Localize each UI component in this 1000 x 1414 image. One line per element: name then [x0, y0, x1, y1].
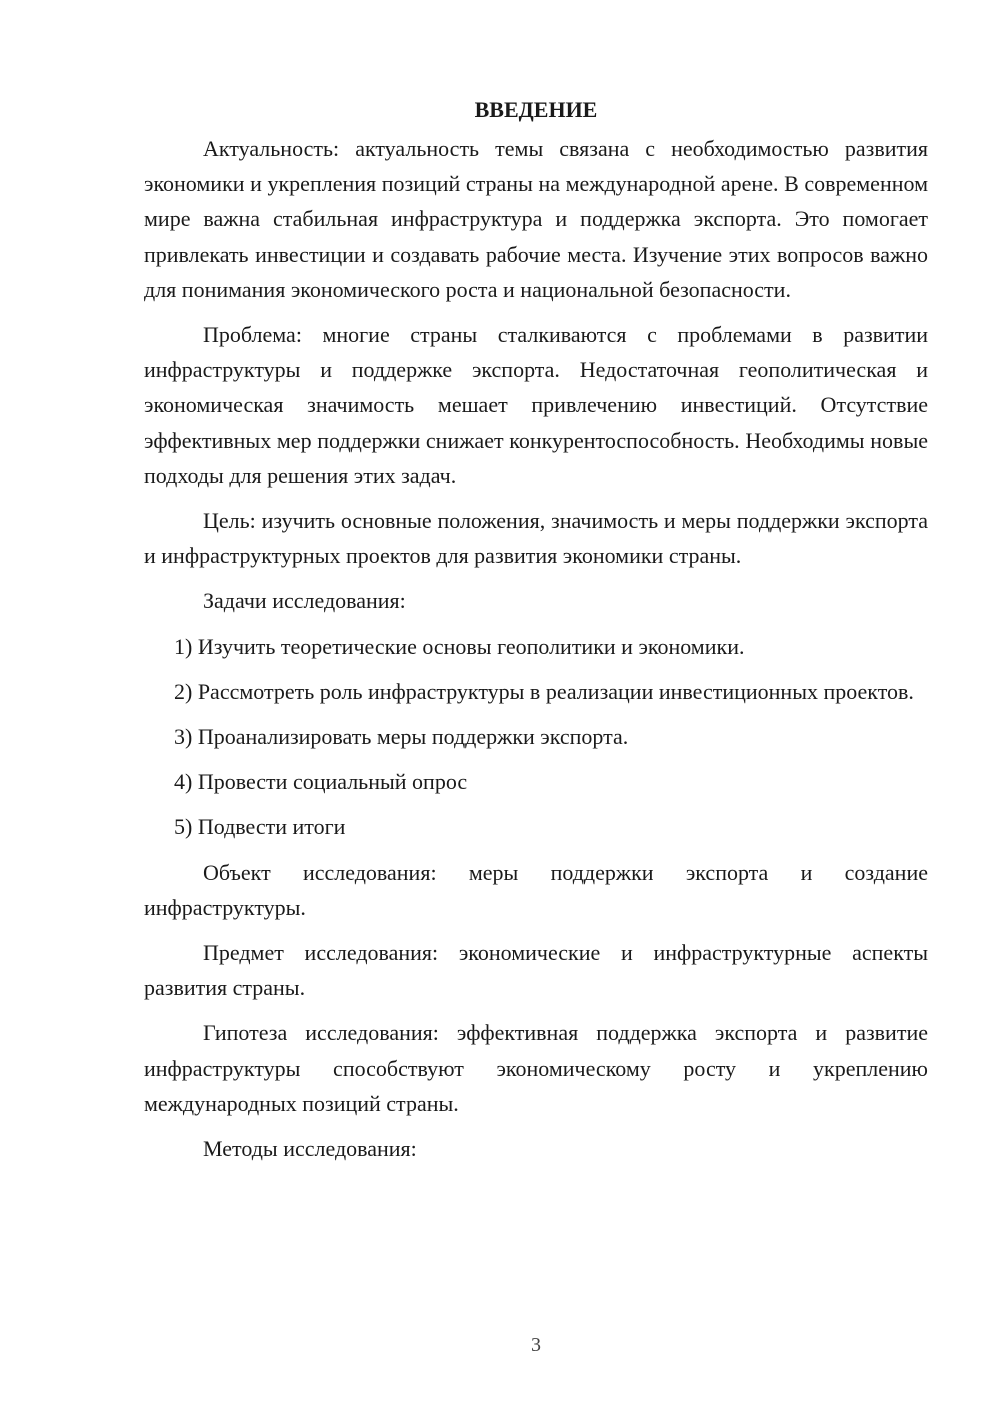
task-item: 3) Проанализировать меры поддержки экспорта.: [174, 724, 629, 750]
document-page: [144, 92, 928, 1176]
task-item: 5) Подвести итоги: [174, 814, 346, 840]
methods-heading: Методы исследования:: [203, 1136, 417, 1162]
problem-paragraph: Проблема: многие страны сталкиваются с проблемами в развитии инфраструктуры и поддержке экспорта. Недостаточная геополитическая и экономическая значимость мешает привлечению инвестиций. Отсутствие эффективных мер поддержки снижает конкурентоспособность. Необходимы новые подходы для решения этих задач.: [144, 322, 928, 488]
page-title: ВВЕДЕНИЕ: [474, 97, 598, 122]
object-paragraph: Объект исследования: меры поддержки экспорта и создание инфраструктуры.: [144, 859, 928, 920]
subject-paragraph: Предмет исследования: экономические и инфраструктурные аспекты развития страны.: [144, 940, 928, 1001]
task-item: 4) Провести социальный опрос: [174, 769, 468, 795]
tasks-heading: Задачи исследования:: [203, 588, 406, 614]
goal-paragraph: Цель: изучить основные положения, значимость и меры поддержки экспорта и инфраструктурных проектов для развития экономики страны.: [144, 508, 928, 569]
hypothesis-paragraph: Гипотеза исследования: эффективная поддержка экспорта и развитие инфраструктуры способствуют экономическому росту и укреплению международных позиций страны.: [144, 1020, 928, 1116]
page-number: 3: [531, 1334, 541, 1356]
task-item: 2) Рассмотреть роль инфраструктуры в реализации инвестиционных проектов.: [174, 678, 914, 704]
relevance-paragraph: Актуальность: актуальность темы связана с необходимостью развития экономики и укрепления позиций страны на международной арене. В современном мире важна стабильная инфраструктура и поддержка экспорта. Это помогает привлекать инвестиции и создавать рабочие места. Изучение этих вопросов важно для понимания экономического роста и национальной безопасности.: [144, 136, 928, 302]
task-item: 1) Изучить теоретические основы геополитики и экономики.: [174, 633, 745, 659]
